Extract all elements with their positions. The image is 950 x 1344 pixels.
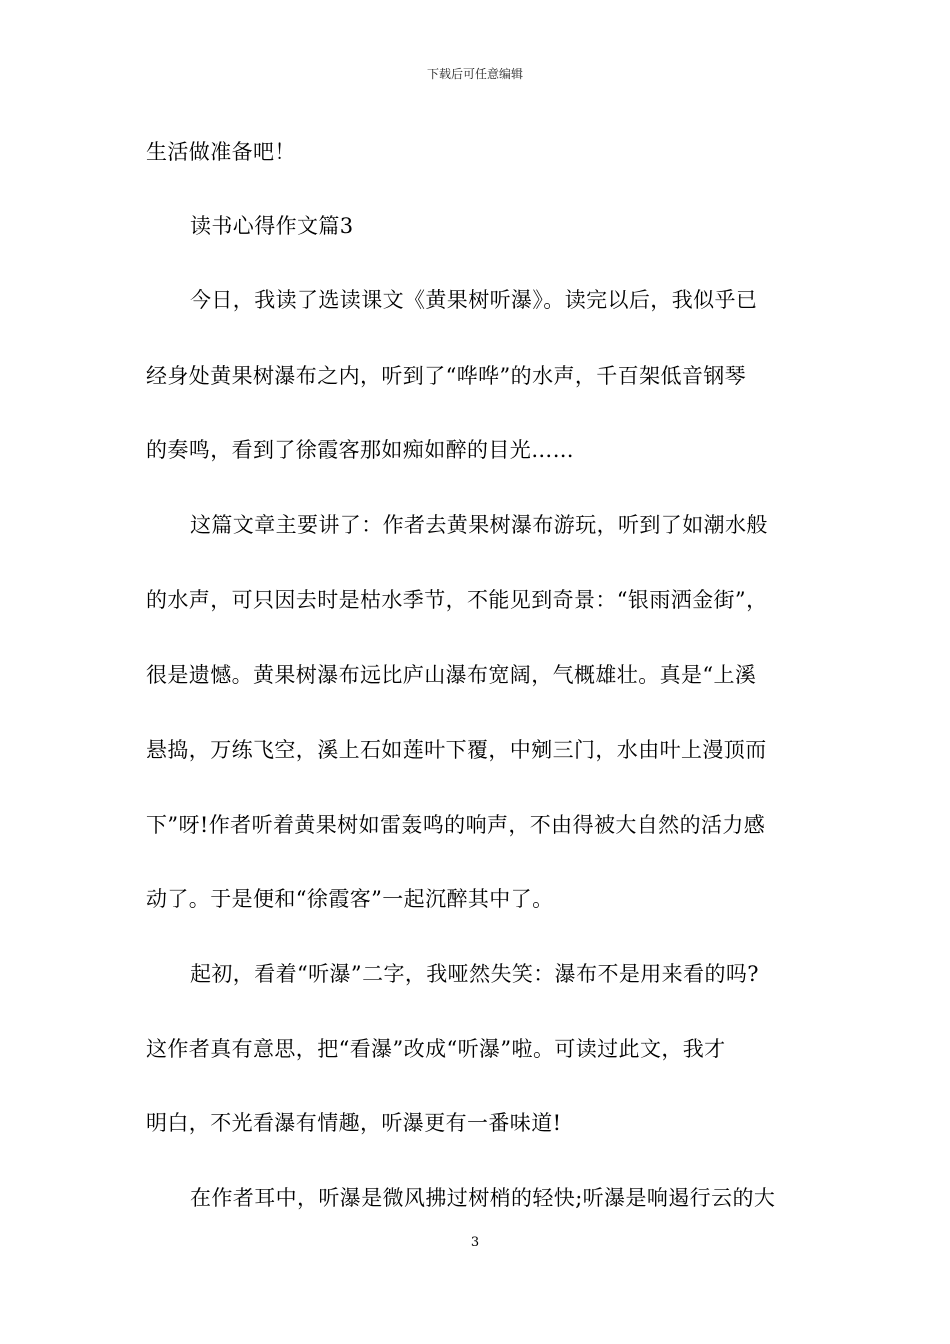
page-header: 下载后可任意编辑: [426, 67, 523, 81]
section-heading: 读书心得作文篇3: [190, 214, 354, 238]
text-line: 今日，我读了选读课文《黄果树听瀑》。读完以后，我似乎已: [190, 288, 758, 312]
text-line: 这篇文章主要讲了：作者去黄果树瀑布游玩，听到了如潮水般: [190, 513, 768, 537]
text-line: 在作者耳中，听瀑是微风拂过树梢的轻快;听瀑是响遏行云的大: [190, 1186, 776, 1210]
text-line: 这作者真有意思，把“看瀑”改成“听瀑”啦。可读过此文，我才: [146, 1037, 726, 1061]
text-line: 下”呀!作者听着黄果树如雷轰鸣的响声，不由得被大自然的活力感: [146, 813, 766, 837]
page-number: 3: [470, 1235, 480, 1250]
text-line: 的奏鸣，看到了徐霞客那如痴如醉的目光……: [146, 438, 574, 462]
text-line: 动了。于是便和“徐霞客”一起沉醉其中了。: [146, 887, 554, 911]
text-line: 起初，看着“听瀑”二字，我哑然失笑：瀑布不是用来看的吗?: [190, 962, 759, 986]
text-line: 很是遗憾。黄果树瀑布远比庐山瀑布宽阔，气概雄壮。真是“上溪: [146, 663, 757, 687]
text-line: 经身处黄果树瀑布之内，听到了“哗哗”的水声，千百架低音钢琴: [146, 364, 747, 388]
text-line: 的水声，可只因去时是枯水季节，不能见到奇景：“银雨洒金街”，: [146, 588, 768, 612]
text-line: 悬捣，万练飞空，溪上石如莲叶下覆，中剜三门，水由叶上漫顶而: [146, 738, 767, 762]
text-line: 生活做准备吧！: [146, 140, 296, 164]
text-line: 明白，不光看瀑有情趣，听瀑更有一番味道!: [146, 1111, 562, 1135]
